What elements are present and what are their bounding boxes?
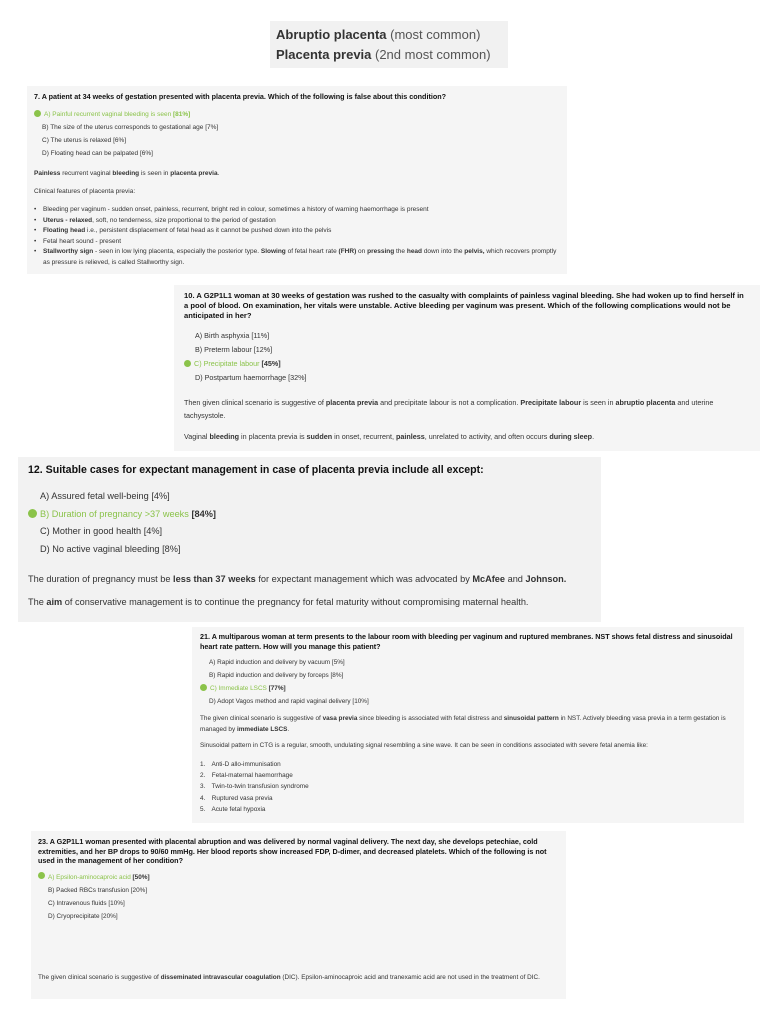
question-card-12 [18,457,601,622]
question-card-21 [192,627,744,823]
clinical-features-list [34,205,560,268]
option-b-correct[interactable]: B) Duration of pregnancy >37 weeks [84%] [28,506,591,524]
explanation-text: Sinusoidal pattern in CTG is a regular, smooth, undulating signal resembling a sine wave. It can be seen in conditions associated with severe fetal anemia like: [200,742,648,749]
header-line-2: Placenta previa (2nd most common) [276,47,491,62]
option-b[interactable]: B) The size of the uterus corresponds to gestational age [7%] [42,124,219,131]
explanation-text: Then given clinical scenario is suggestive of placenta previa and precipitate labour is not a complication. Precipitate labour is seen in abruptio placenta and uterine tachysystole. [184,398,714,420]
question-card-10 [174,285,760,451]
explanation-text: The given clinical scenario is suggestive of disseminated intravascular coagulation (DIC). Epsilon-aminocaproic acid and tranexamic acid are not used in the treatment of DIC. [38,974,540,981]
question-card-23 [31,831,566,999]
option-c-correct[interactable]: C) Immediate LSCS [77%] [200,682,736,695]
check-circle-icon [184,360,191,367]
conditions-list [200,759,736,815]
check-circle-icon [28,509,37,518]
option-c[interactable]: C) Mother in good health [4%] [40,526,163,536]
option-b[interactable]: B) Preterm labour [12%] [195,345,273,354]
list-item: • Stallworthy sign - seen in low lying placenta, especially the posterior type. Slowing of fetal heart rate (FHR) on pressing the head down into the pelvis, which recovers promptly as pressure is relieved, is called Stallworthy sign. [34,247,560,268]
option-d[interactable]: D) No active vaginal bleeding [8%] [40,543,181,554]
explanation-text: Painless recurrent vaginal bleeding is seen in placenta previa. [34,170,220,177]
option-c-correct[interactable]: C) Precipitate labour [45%] [184,357,750,371]
question-card-7 [27,86,567,274]
option-a-correct[interactable]: A) Epsilon-aminocaproic acid [50%] [38,871,559,884]
option-b[interactable]: B) Rapid induction and delivery by forceps [8%] [209,672,344,679]
explanation-text: The given clinical scenario is suggestive of vasa previa since bleeding is associated with fetal distress and sinusoidal pattern in NST. Actively bleeding vasa previa in a term gestation is managed by immediate LSCS. [200,715,726,733]
question-text: 23. A G2P1L1 woman presented with placental abruption and was delivered by normal vaginal delivery. The next day, she develops petechiae, cold extremities, and her BP drops to 90/60 mmHg. Her blood reports show increased FDP, D-dimer, and decreased platelets. Which of the following is not used in the management of her condition? [38,837,547,865]
list-item: • Floating head i.e., persistent displacement of fetal head as it cannot be pushed down into the pelvis [34,226,560,237]
list-item: • Uterus - relaxed, soft, no tenderness, size proportional to the period of gestation [34,216,560,227]
header-line-1: Abruptio placenta (most common) [276,27,481,42]
option-d[interactable]: D) Cryoprecipitate [20%] [48,912,118,920]
option-a[interactable]: A) Rapid induction and delivery by vacuum [5%] [209,659,345,666]
option-d[interactable]: D) Floating head can be palpated [6%] [42,150,153,157]
list-item: • Bleeding per vaginum - sudden onset, painless, recurrent, bright red in colour, sometimes a history of warning haemorrhage is present [34,205,560,216]
option-d[interactable]: D) Adopt Vagos method and rapid vaginal delivery [10%] [209,698,369,705]
option-d[interactable]: D) Postpartum haemorrhage [32%] [195,373,307,382]
list-item: 2. Fetal-maternal haemorrhage [200,772,293,780]
check-circle-icon [38,872,45,879]
list-item: 3. Twin-to-twin transfusion syndrome [200,783,309,791]
list-item: 5. Acute fetal hypoxia [200,805,266,813]
list-item: 4. Ruptured vasa previa [200,794,273,802]
check-circle-icon [34,110,41,117]
explanation-text: The duration of pregnancy must be less than 37 weeks for expectant management which was advocated by McAfee and Johnson. [28,574,567,584]
explanation-heading: Clinical features of placenta previa: [34,188,136,195]
option-c[interactable]: C) Intravenous fluids [10%] [48,899,125,907]
option-a[interactable]: A) Assured fetal well-being [4%] [40,491,170,501]
option-a-correct[interactable]: A) Painful recurrent vaginal bleeding is seen [81%] [34,108,560,121]
explanation-text: Vaginal bleeding in placenta previa is sudden in onset, recurrent, painless, unrelated to activity, and often occurs during sleep. [184,432,595,441]
option-b[interactable]: B) Packed RBCs transfusion [20%] [48,886,148,894]
list-item: 1. Anti-D allo-immunisation [200,761,281,768]
option-a[interactable]: A) Birth asphyxia [11%] [195,331,270,340]
explanation-text: The aim of conservative management is to continue the pregnancy for fetal maturity without compromising maternal health. [28,597,529,607]
question-text: 12. Suitable cases for expectant management in case of placenta previa include all except: [28,464,484,476]
question-text: 10. A G2P1L1 woman at 30 weeks of gestation was rushed to the casualty with complaints of painless vaginal bleeding. She had woken up to find herself in a pool of blood. On examination, her vitals were unstable. Active bleeding per vaginum was present. Which of the following complications would not be anticipated in her? [184,291,744,320]
check-circle-icon [200,684,207,691]
header-box [270,21,508,68]
list-item: • Fetal heart sound - present [34,237,560,248]
question-text: 21. A multiparous woman at term presents to the labour room with bleeding per vaginum and ruptured membranes. NST shows fetal distress and sinusoidal heart rate pattern. How will you manage this patient? [200,632,733,651]
option-c[interactable]: C) The uterus is relaxed [6%] [42,137,127,144]
question-text: 7. A patient at 34 weeks of gestation presented with placenta previa. Which of the following is false about this condition? [34,92,447,101]
